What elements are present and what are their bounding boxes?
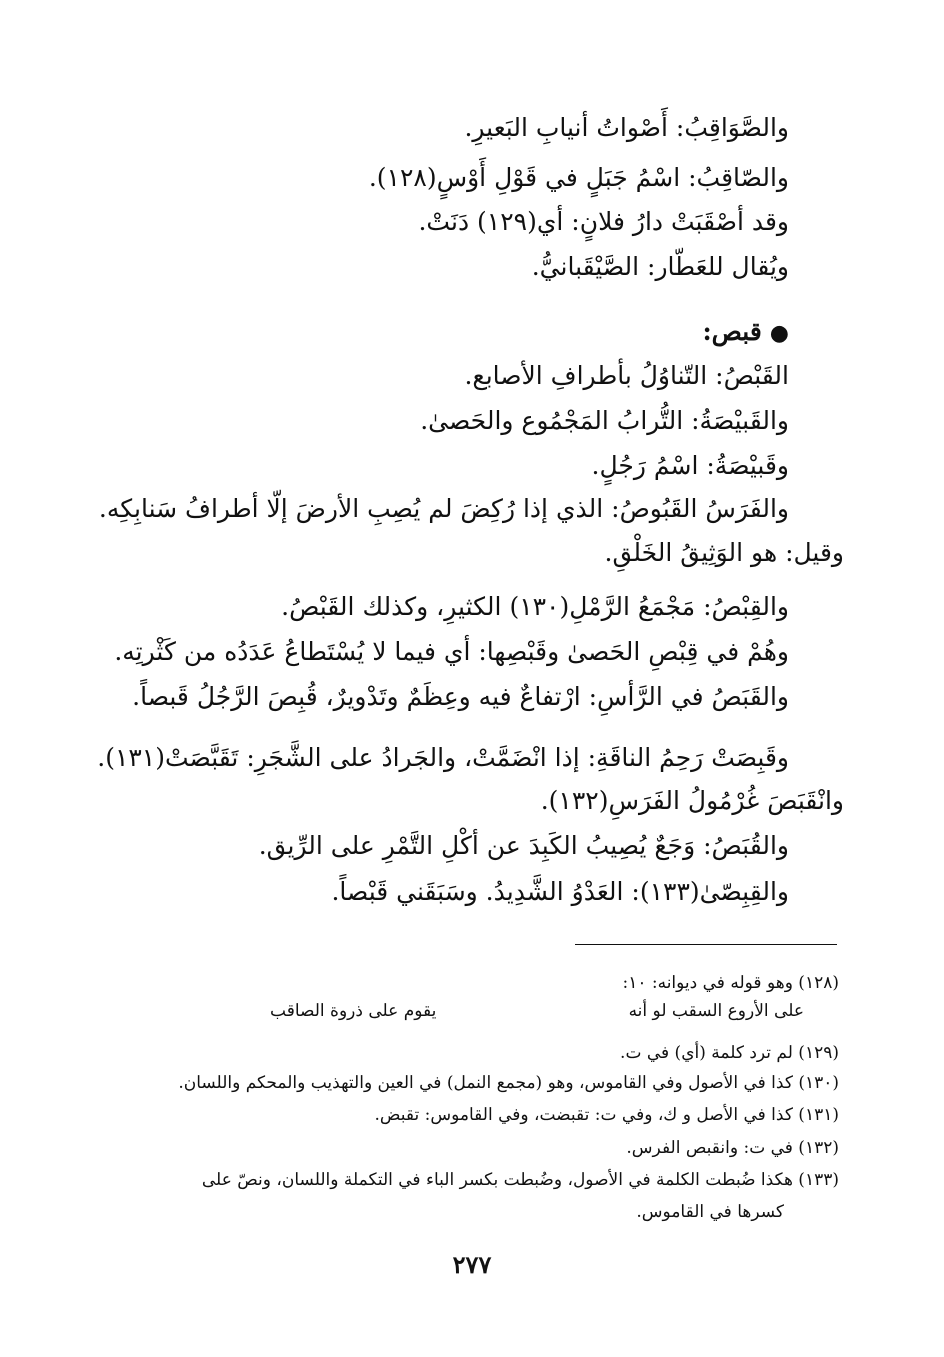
entry-line: والقَبَصُ في الرَّأسِ: ارْتفاعٌ فيه وعِظَمٌ وتَدْويرٌ، قُبِصَ الرَّجُلُ قَبصاً. (132, 682, 789, 711)
footnote-130: (١٣٠) كذا في الأصول وفي القاموس، وهو (مجمع النمل) في العين والتهذيب والمحكم واللسان. (178, 1073, 839, 1093)
entry-line: القَبْصُ: التّناوُلُ بأطرافِ الأصابع. (464, 361, 789, 390)
footnote-133-continued: كسرها في القاموس. (636, 1202, 784, 1222)
text-line: وقد أصْقَبَتْ دارُ فلانٍ: أي(١٢٩) دَنَتْ. (418, 207, 789, 236)
entry-line: والقَبيْصَةُ: التُّرابُ المَجْمُوع والحَصىٰ. (420, 406, 789, 435)
footnote-128: (١٢٨) وهو قوله في ديوانه: ١٠: (622, 973, 839, 993)
entry-line: والقِبْصُ: مَجْمَعُ الرَّمْلِ(١٣٠) الكثيرِ، وكذلك القَبْصُ. (281, 592, 789, 621)
text-line: والصَّوَاقِبُ: أَصْواتُ أنيابِ البَعيرِ. (464, 113, 789, 142)
entry-line: والقِبِصّىٰ(١٣٣): العَدْوُ الشَّدِيدُ. وسَبَقَني قَبْصاً. (331, 877, 789, 906)
verse-second-hemistich: يقوم على ذروة الصاقب (270, 1001, 437, 1021)
entry-line: وانْقَبَصَ غُرْمُولُ الفَرَسِ(١٣٢). (540, 786, 844, 815)
entry-line: والفَرَسُ القَبُوصُ: الذي إذا رُكِضَ لم يُصِبِ الأرضَ إلّا أطرافُ سَنابِكِه. (98, 494, 789, 523)
entry-line: وقَبيْصَةُ: اسْمُ رَجُلٍ. (591, 451, 789, 480)
text-line: ويُقال للعَطّار: الصَّيْقَبانيُّ. (531, 252, 789, 281)
footnote-divider (575, 944, 837, 945)
entry-line: وهُمْ في قِبْصِ الحَصىٰ وقَبْصِها: أي فيما لا يُسْتَطاعُ عَدَدُه من كَثْرتِه. (114, 637, 789, 666)
footnote-131: (١٣١) كذا في الأصل و ك، وفي ت: تقبضت، وفي القاموس: تقبض. (374, 1105, 839, 1125)
verse-first-hemistich: على الأروع السقب لو أنه (628, 1001, 804, 1021)
section-title: قبص: (702, 317, 762, 346)
page-number: ٢٧٧ (452, 1250, 492, 1279)
entry-line: وقَبِصَتْ رَحِمُ الناقَةِ: إذا انْضَمَّتْ، والجَرادُ على الشَّجَرِ: تَقَبَّصَتْ(١٣١). (97, 743, 789, 772)
entry-line: والقُبَصُ: وَجَعٌ يُصِيبُ الكَبِدَ عن أكْلِ التَّمْرِ على الرِّيق. (258, 831, 789, 860)
footnote-132: (١٣٢) في ت: وانقبص الفرس. (626, 1138, 839, 1158)
footnote-133: (١٣٣) هكذا ضُبطت الكلمة في الأصول، وضُبطت بكسر الباء في التكملة واللسان، ونصّ على (201, 1170, 839, 1190)
section-heading (702, 312, 789, 353)
bullet-icon: ● (769, 320, 789, 346)
text-line: والصّاقِبُ: اسْمُ جَبَلٍ في قَوْلِ أَوْسٍ(١٢٨). (368, 163, 789, 192)
footnote-129: (١٢٩) لم ترد كلمة (أي) في ت. (620, 1043, 839, 1063)
entry-line: وقيل: هو الوَثِيقُ الخَلْقِ. (604, 538, 844, 567)
